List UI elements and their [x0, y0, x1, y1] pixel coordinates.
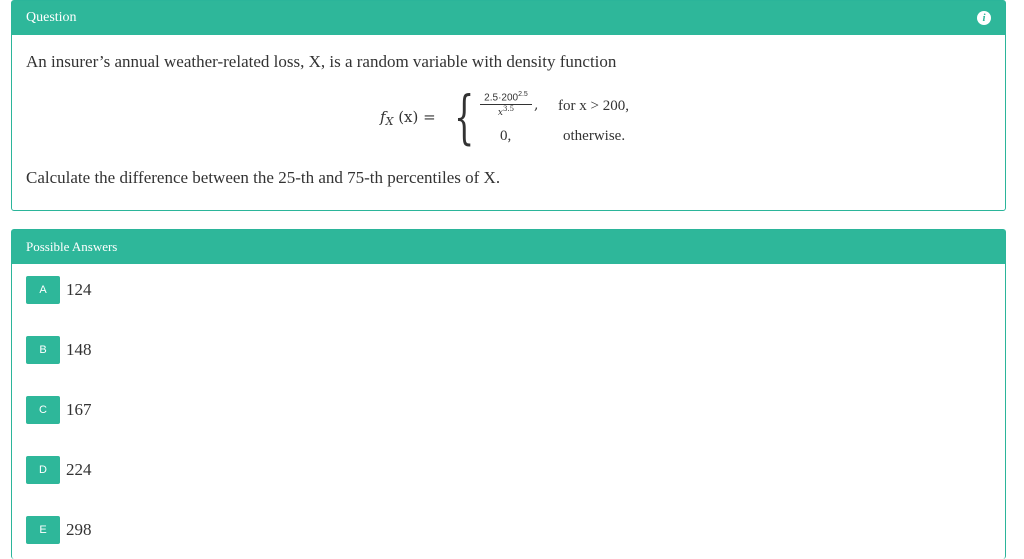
- denominator-base: x: [497, 108, 503, 119]
- left-brace: {: [454, 83, 475, 151]
- case2-condition: otherwise.: [563, 128, 626, 144]
- question-intro: An insurer’s annual weather-related loss, X, is a random variable with density function: [26, 52, 617, 71]
- question-ask: Calculate the difference between the 25-th and 75-th percentiles of X.: [26, 168, 501, 187]
- denominator-exponent: 3.5: [502, 105, 515, 114]
- formula-subscript: X: [385, 115, 394, 128]
- question-panel: [11, 0, 1006, 211]
- numerator-exponent: 2.5: [518, 91, 528, 98]
- formula-f: f: [380, 108, 386, 126]
- answer-letter-badge[interactable]: D: [26, 456, 60, 484]
- answers-panel: [11, 229, 1006, 559]
- answer-value[interactable]: 298: [66, 520, 92, 539]
- formula-fraction: [480, 91, 532, 118]
- answer-letter-badge[interactable]: B: [26, 336, 60, 364]
- formula-comma: ,: [534, 97, 539, 113]
- answer-value[interactable]: 167: [66, 400, 92, 419]
- answer-value[interactable]: 148: [66, 340, 92, 359]
- formula-lhs: [380, 108, 436, 128]
- question-header-title: Question: [26, 10, 77, 25]
- answer-option[interactable]: [26, 276, 92, 304]
- formula-arg: (x) =: [398, 108, 436, 126]
- answer-value[interactable]: 124: [66, 280, 92, 299]
- answer-option[interactable]: [26, 336, 92, 364]
- fraction-denominator: [480, 105, 532, 118]
- answer-letter-badge[interactable]: A: [26, 276, 60, 304]
- density-formula: [380, 83, 660, 151]
- answers-header-title: Possible Answers: [26, 239, 118, 254]
- case1-condition: for x > 200,: [558, 98, 629, 114]
- fraction-numerator: [480, 91, 532, 105]
- answer-value[interactable]: 224: [66, 460, 92, 479]
- answers-header: [12, 230, 1005, 264]
- numerator-base: 2.5·200: [484, 92, 519, 104]
- answer-letter-badge[interactable]: E: [26, 516, 60, 544]
- answer-letter-badge[interactable]: C: [26, 396, 60, 424]
- info-icon[interactable]: i: [977, 11, 991, 25]
- case2-value: 0,: [500, 128, 512, 144]
- answer-option[interactable]: [26, 456, 92, 484]
- answer-option[interactable]: [26, 516, 92, 544]
- answer-option[interactable]: [26, 396, 92, 424]
- question-header: [12, 1, 1005, 35]
